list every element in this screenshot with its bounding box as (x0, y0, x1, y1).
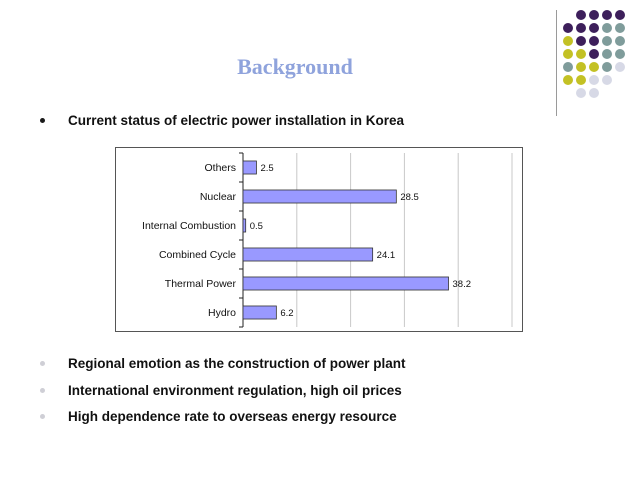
bar (243, 306, 276, 319)
bullet-icon (40, 118, 45, 123)
decorative-dot (602, 75, 612, 85)
decorative-dot (563, 75, 573, 85)
bullet-icon (40, 361, 45, 366)
category-label: Internal Combustion (142, 220, 236, 232)
category-label: Hydro (207, 307, 236, 319)
bullet-item (40, 113, 404, 128)
data-label: 6.2 (280, 308, 294, 319)
bullet-text: High dependence rate to overseas energy resource (68, 409, 397, 424)
decorative-dot (589, 62, 599, 72)
data-label: 38.2 (452, 279, 472, 290)
chart-svg (116, 148, 522, 331)
decorative-dot (576, 10, 586, 20)
decorative-dot (576, 23, 586, 33)
bullet-text: Regional emotion as the construction of power plant (68, 356, 406, 371)
data-label: 24.1 (376, 250, 396, 261)
bar-chart (115, 147, 523, 332)
decorative-dot (576, 88, 586, 98)
data-label: 0.5 (249, 221, 263, 232)
decorative-dot (615, 36, 625, 46)
slide-title: Background (237, 54, 353, 79)
decorative-dot (589, 88, 599, 98)
decorative-dot (563, 36, 573, 46)
bullet-item (40, 383, 402, 398)
bar (243, 219, 246, 232)
decorative-dot (563, 49, 573, 59)
bullet-item (40, 409, 397, 424)
bullet-text: International environment regulation, high oil prices (68, 383, 402, 398)
decorative-dot (589, 10, 599, 20)
decorative-dot (615, 49, 625, 59)
decorative-dot (602, 23, 612, 33)
decorative-dot (615, 10, 625, 20)
decorative-dot (615, 62, 625, 72)
bullet-item (40, 356, 406, 371)
bullet-icon (40, 414, 45, 419)
bar (243, 277, 449, 290)
decorative-dot (589, 36, 599, 46)
decorative-dot (589, 75, 599, 85)
decorative-dot (602, 10, 612, 20)
decorative-dot (563, 23, 573, 33)
decorative-dot (602, 62, 612, 72)
decorative-dot (602, 49, 612, 59)
decorative-dot (576, 62, 586, 72)
decorative-dot (576, 36, 586, 46)
bar (243, 248, 373, 261)
decorative-dot (563, 62, 573, 72)
decorative-dot (602, 36, 612, 46)
decorative-dot (589, 23, 599, 33)
bullet-icon (40, 388, 45, 393)
category-label: Combined Cycle (158, 249, 236, 261)
decorative-dot (576, 49, 586, 59)
category-label: Nuclear (199, 191, 236, 203)
data-label: 28.5 (400, 192, 419, 203)
bullet-text: Current status of electric power installation in Korea (68, 113, 405, 128)
category-label: Others (204, 162, 236, 174)
decorative-dot (615, 23, 625, 33)
decorative-dot (589, 49, 599, 59)
category-label: Thermal Power (164, 278, 236, 290)
data-label: 2.5 (260, 163, 274, 174)
bar (243, 190, 396, 203)
bar (243, 161, 256, 174)
decorative-divider (556, 10, 557, 116)
decorative-dot (576, 75, 586, 85)
